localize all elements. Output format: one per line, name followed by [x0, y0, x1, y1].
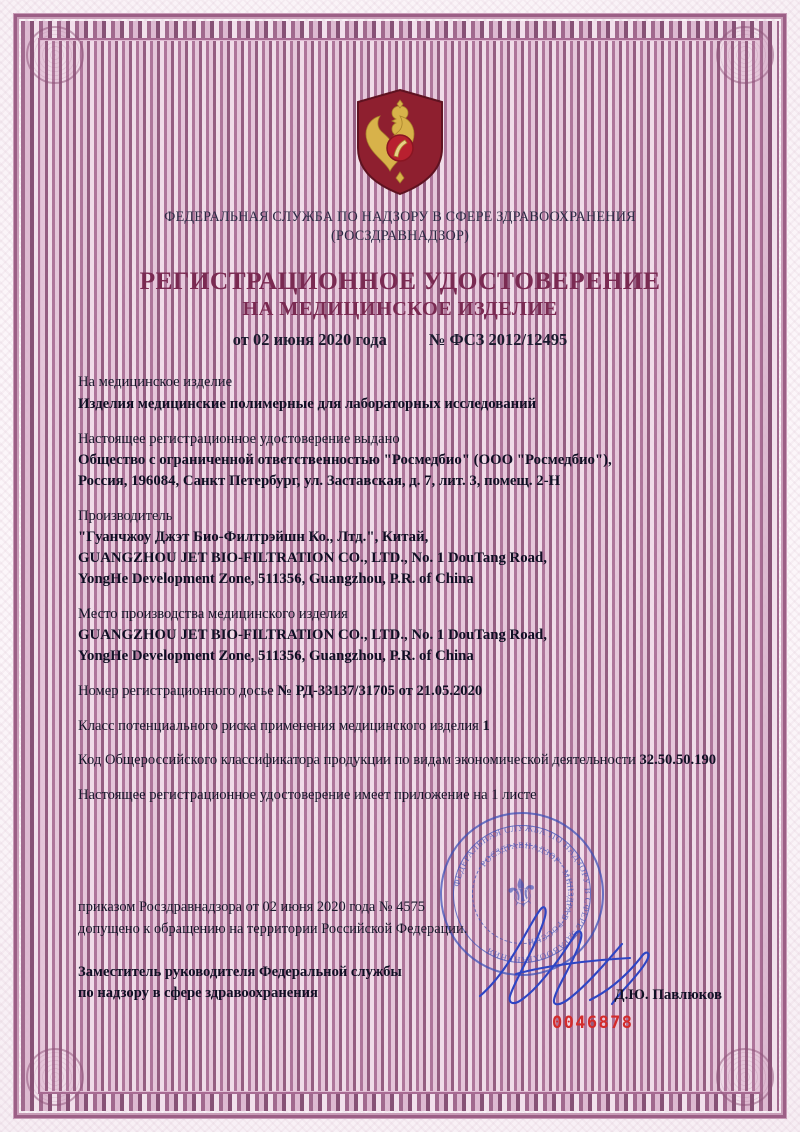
field-label: Код Общероссийского классификатора продукции по видам экономической деятельности [78, 752, 640, 769]
order-line-1: приказом Росздравнадзора от 02 июня 2020 года № 4575 [78, 899, 425, 915]
field-label: Производитель [78, 507, 173, 524]
agency-name-line2: (РОСЗДРАВНАДЗОР) [330, 228, 470, 245]
signer-name: Д.Ю. Павлюков [614, 986, 722, 1003]
field-appendix-note [78, 785, 722, 806]
signer-title-line1: Заместитель руководителя Федеральной службы [78, 964, 402, 981]
field-label: На медицинское изделие [78, 374, 233, 391]
corner-ornament-icon [26, 26, 84, 84]
field-value: GUANGZHOU JET BIO-FILTRATION CO., LTD., No. 1 DouTang Road, YongHe Development Zone, 511356, Guangzhou, P.R. of China [78, 626, 547, 664]
field-risk-class [78, 716, 722, 737]
issue-date: от 02 июня 2020 года [232, 330, 387, 350]
field-okpd-code [78, 750, 722, 771]
order-line-2: допущено к обращению на территории Российской Федерации. [78, 920, 468, 937]
field-device [78, 372, 722, 414]
field-label: Настоящее регистрационное удостоверение выдано [78, 430, 400, 447]
document-footer [78, 897, 722, 1005]
stamp-inner-text: РОСЗДРАВНАДЗОР · МИНЗДРАВ РОССИИ [478, 839, 577, 948]
field-value: Общество с ограниченной ответственностью "Росмедбио" (ООО "Росмедбио"), Россия, 196084, Санкт Петербург, ул. Заставская, д. 7, лит. 3, помещ. 2-Н [78, 451, 612, 489]
field-label: Номер регистрационного досье [78, 682, 278, 699]
stamp-outer-text: ФЕДЕРАЛЬНАЯ СЛУЖБА ПО НАДЗОРУ В СФЕРЕ ЗДРАВООХРАНЕНИЯ [451, 822, 594, 966]
corner-ornament-icon [26, 1048, 84, 1106]
corner-ornament-icon [716, 26, 774, 84]
agency-name-line1: ФЕДЕРАЛЬНАЯ СЛУЖБА ПО НАДЗОРУ В СФЕРЕ ЗДРАВООХРАНЕНИЯ [164, 209, 636, 225]
signer-title-line2: по надзору в сфере здравоохранения [78, 985, 318, 1002]
russian-coat-of-arms-icon [346, 86, 454, 198]
signer-title [78, 962, 402, 1004]
registration-number: № ФСЗ 2012/12495 [428, 330, 568, 350]
document-body [78, 86, 722, 820]
emblem-container [78, 86, 722, 198]
field-manufacturer [78, 506, 722, 590]
field-value: 1 [482, 717, 490, 734]
field-value: 32.50.50.190 [639, 752, 717, 769]
serial-number: 0046878 [552, 1013, 634, 1033]
fields-list [78, 372, 722, 805]
field-value: Изделия медицинские полимерные для лабораторных исследований [78, 395, 537, 412]
field-production-site [78, 604, 722, 667]
field-label: Класс потенциального риска применения медицинского изделия [78, 717, 483, 734]
page-title: РЕГИСТРАЦИОННОЕ УДОСТОВЕРЕНИЕ [139, 266, 661, 296]
field-label: Настоящее регистрационное удостоверение имеет приложение на 1 листе [78, 787, 537, 804]
agency-name [78, 208, 722, 246]
document-title-block [78, 266, 722, 350]
field-value: "Гуанчжоу Джэт Био-Филтрэйшн Ко., Лтд.", Китай, GUANGZHOU JET BIO-FILTRATION CO., LTD., No. 1 DouTang Road, YongHe Development Zone, 511356, Guangzhou, P.R. of China [78, 528, 547, 587]
field-label: Место производства медицинского изделия [78, 605, 348, 622]
field-holder [78, 429, 722, 492]
stamp-eagle-icon: ⚜ [501, 868, 543, 919]
page-subtitle: НА МЕДИЦИНСКОЕ ИЗДЕЛИЕ [242, 298, 558, 321]
field-value: № РД-33137/31705 от 21.05.2020 [277, 682, 483, 699]
title-meta-row [78, 330, 722, 350]
signature-row [78, 962, 722, 1004]
field-dossier-number [78, 681, 722, 702]
corner-ornament-icon [716, 1048, 774, 1106]
